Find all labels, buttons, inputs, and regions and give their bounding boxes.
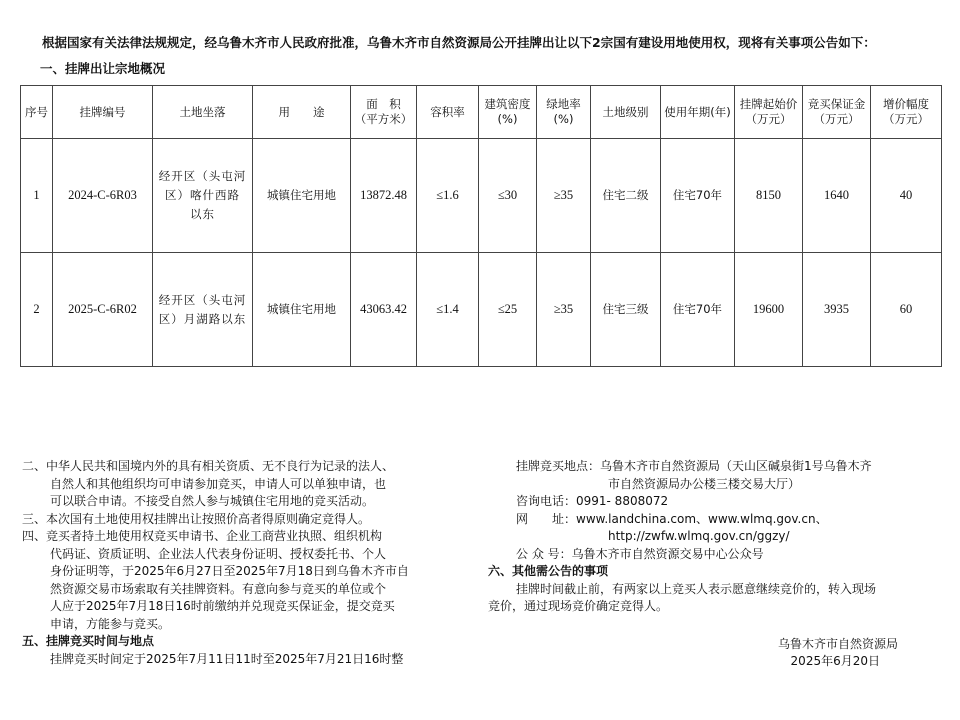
cell-use: 城镇住宅用地 — [253, 139, 351, 253]
announcement-intro: 根据国家有关法律法规规定，经乌鲁木齐市人民政府批准，乌鲁木齐市自然资源局公开挂牌出让以下2宗国有建设用地使用权，现将有关事项公告如下： — [42, 35, 876, 50]
column-header-unit: （平方米） — [354, 112, 413, 126]
column-header-unit: （万元） — [745, 112, 792, 126]
phone-line: 咨询电话：0991- 8808072 — [516, 494, 669, 508]
cell-use: 城镇住宅用地 — [253, 253, 351, 367]
column-header-unit: (%) — [497, 112, 518, 126]
column-header-label: 挂牌编号 — [79, 104, 126, 119]
cell-increment: 40 — [871, 139, 942, 253]
column-header-label: 建筑密度 — [484, 97, 531, 111]
cell-area: 13872.48 — [351, 139, 417, 253]
wechat-line: 公 众 号：乌鲁木齐市自然资源交易中心公众号 — [516, 546, 764, 561]
column-header — [153, 86, 253, 139]
cell-density: ≤25 — [479, 253, 537, 367]
column-header — [253, 86, 351, 139]
cell-density: ≤30 — [479, 139, 537, 253]
column-header-label: 面 积 — [366, 97, 401, 111]
left-column — [22, 458, 467, 668]
table-row — [21, 139, 942, 253]
column-header — [803, 86, 871, 139]
cell-code: 2025-C-6R02 — [53, 253, 153, 367]
column-header-label: 土地级别 — [602, 104, 649, 119]
bidding-address-line-1: 挂牌竞买地点：乌鲁木齐市自然资源局（天山区碱泉街1号乌鲁木齐 — [516, 459, 872, 473]
parcel-table — [20, 85, 942, 367]
section-1-title: 一、挂牌出让宗地概况 — [40, 61, 166, 76]
column-header-label: 增价幅度 — [883, 97, 929, 111]
column-header — [479, 86, 537, 139]
column-header-label: 用 途 — [278, 104, 325, 119]
column-header — [53, 86, 153, 139]
cell-far: ≤1.4 — [417, 253, 479, 367]
column-header-label: 挂牌起始价 — [739, 97, 798, 111]
cell-start-price: 19600 — [735, 253, 803, 367]
column-header — [591, 86, 661, 139]
cell-no: 2 — [21, 253, 53, 367]
cell-start-price: 8150 — [735, 139, 803, 253]
section-5-line-1: 挂牌竞买时间定于2025年7月11日11时至2025年7月21日16时整 — [50, 651, 404, 666]
cell-area: 43063.42 — [351, 253, 417, 367]
section-4-line-3: 身份证明等，于2025年6月27日至2025年7月18日到乌鲁木齐市自 — [50, 564, 409, 578]
column-header — [735, 86, 803, 139]
bidding-address-line-2: 市自然资源局办公楼三楼交易大厅） — [608, 476, 801, 491]
column-header-label: 绿地率 — [546, 97, 581, 111]
cell-far: ≤1.6 — [417, 139, 479, 253]
column-header — [21, 86, 53, 139]
section-4-line-2: 代码证、资质证明、企业法人代表身份证明、授权委托书、个人 — [50, 546, 387, 561]
section-6-title: 六、其他需公告的事项 — [488, 564, 609, 578]
column-header-unit: (%) — [553, 112, 574, 126]
section-2-line-1: 二、中华人民共和国境内外的具有相关资质、无不良行为记录的法人、 — [22, 459, 395, 473]
column-header-label: 序号 — [25, 104, 48, 119]
cell-green: ≥35 — [537, 253, 591, 367]
section-2-line-2: 自然人和其他组织均可申请参加竞买，申请人可以单独申请，也 — [50, 476, 387, 491]
section-4-line-5: 人应于2025年7月18日16时前缴纳并兑现竞买保证金，提交竞买 — [50, 599, 395, 613]
column-header-label: 使用年期(年) — [664, 104, 731, 119]
column-header-label: 容积率 — [430, 104, 465, 119]
location-line: 经开区（头屯河 — [158, 292, 247, 307]
cell-location — [153, 139, 253, 253]
cell-grade: 住宅三级 — [591, 253, 661, 367]
issuer-name: 乌鲁木齐市自然资源局 — [777, 636, 898, 651]
section-3-line-1: 三、本次国有土地使用权挂牌出让按照价高者得原则确定竞得人。 — [22, 511, 371, 526]
cell-deposit: 3935 — [803, 253, 871, 367]
cell-code: 2024-C-6R03 — [53, 139, 153, 253]
section-4-line-6: 申请，方能参与竞买。 — [50, 616, 171, 631]
website-line-2: http://zwfw.wlmq.gov.cn/ggzy/ — [608, 529, 790, 543]
right-column — [488, 458, 938, 671]
column-header-unit: （万元） — [813, 112, 860, 126]
issue-date: 2025年6月20日 — [790, 654, 880, 668]
location-line: 经开区（头屯河 — [158, 169, 247, 183]
table-row — [21, 253, 942, 367]
cell-green: ≥35 — [537, 139, 591, 253]
column-header — [537, 86, 591, 139]
cell-increment: 60 — [871, 253, 942, 367]
column-header — [417, 86, 479, 139]
section-6-line-2: 竞价，通过现场竞价确定竞得人。 — [488, 599, 669, 613]
column-header-unit: （万元） — [883, 112, 929, 126]
column-header — [351, 86, 417, 139]
column-header-label: 土地坐落 — [179, 104, 226, 119]
cell-no: 1 — [21, 139, 53, 253]
website-line-1: 网 址：www.landchina.com、www.wlmq.gov.cn、 — [516, 511, 828, 526]
column-header-label: 竞买保证金 — [807, 97, 866, 111]
section-2-line-3: 可以联合申请。不接受自然人参与城镇住宅用地的竞买活动。 — [50, 494, 375, 508]
cell-term: 住宅70年 — [661, 139, 735, 253]
section-4-line-1: 四、竞买者持土地使用权竞买申请书、企业工商营业执照、组织机构 — [22, 529, 383, 543]
cell-location — [153, 253, 253, 367]
location-line: 区）月湖路以东 — [158, 311, 247, 326]
section-6-line-1: 挂牌时间截止前，有两家以上竞买人表示愿意继续竞价的，转入现场 — [516, 581, 877, 596]
cell-term: 住宅70年 — [661, 253, 735, 367]
column-header — [871, 86, 942, 139]
location-line: 区）喀什西路 — [165, 188, 240, 202]
column-header — [661, 86, 735, 139]
cell-grade: 住宅二级 — [591, 139, 661, 253]
cell-deposit: 1640 — [803, 139, 871, 253]
section-5-title: 五、挂牌竞买时间与地点 — [22, 634, 155, 648]
location-line: 以东 — [190, 207, 215, 221]
table-header-row — [21, 86, 942, 139]
section-4-line-4: 然资源交易市场索取有关挂牌资料。有意向参与竞买的单位或个 — [50, 581, 387, 596]
